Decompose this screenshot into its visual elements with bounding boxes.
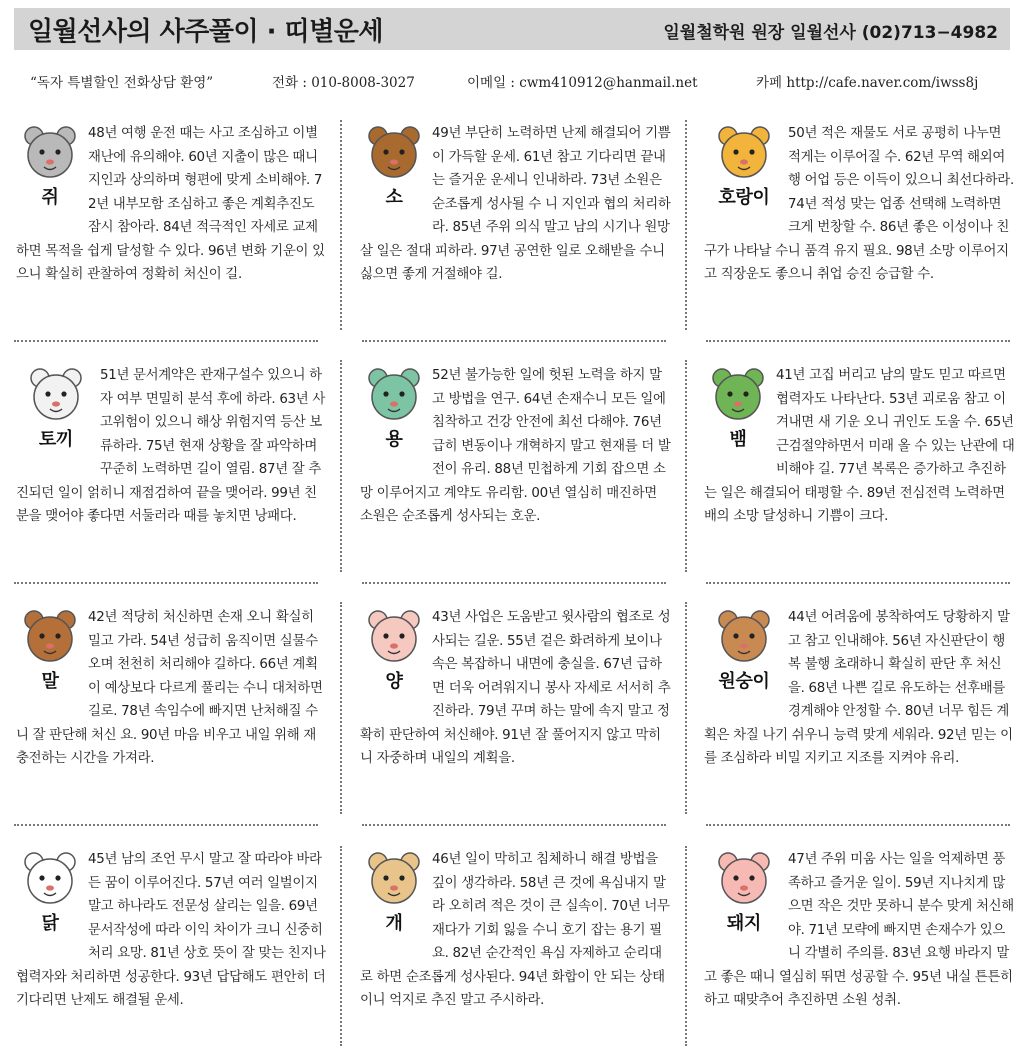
fortune-text <box>16 848 328 1013</box>
fortune-body: 41년 고집 버리고 남의 말도 믿고 따르면 협력자도 나타난다. 53년 괴로움 참고 이겨내면 새 기운 오니 귀인도 도울 수. 65년 근검절약하면서 미래 올 수 있는 난관에 대비해야 길. 77년 복록은 증가하고 추진하는 일은 해결되어 태평할 수. 89년 전심전력 노력하면 배의 소망 달성하니 기쁨이 크다. <box>704 368 1015 524</box>
zodiac-card <box>704 122 1016 337</box>
zodiac-name: 토끼 <box>38 429 74 450</box>
fortune-text <box>16 122 328 287</box>
dragon-icon <box>364 364 424 426</box>
fortune-body: 51년 문서계약은 관재구설수 있으니 하자 여부 면밀히 분석 후에 하라. 63년 사고위험이 있으니 해상 위험지역 등산 보류하라. 75년 현재 상황을 잘 파악하며 꾸준히 노력하면 길이 열림. 87년 잘 추진되던 일이 얽히니 재점검하여 끝을 맺어라. 99년 친분을 맺어야 좋다면 서둘러라 때를 놓치면 낭패다. <box>16 368 325 524</box>
pig-icon <box>714 848 774 910</box>
fortune-text <box>360 364 672 529</box>
zodiac-card <box>360 122 672 337</box>
zodiac-figure <box>704 364 772 474</box>
ox-icon <box>364 122 424 184</box>
monkey-icon <box>714 606 774 668</box>
zodiac-card <box>704 364 1016 579</box>
zodiac-name: 원숭이 <box>718 671 770 692</box>
divider <box>340 120 342 330</box>
zodiac-figure <box>704 848 784 958</box>
divider <box>685 846 687 1046</box>
zodiac-name: 양 <box>385 671 403 692</box>
fortune-text <box>704 848 1016 1013</box>
fortune-body: 48년 여행 운전 때는 사고 조심하고 이별 재난에 유의해야. 60년 지출이 많은 때니 지인과 상의하며 형편에 맞게 소비해야. 72년 내부모함 조심하고 좋은 계획추진도 잠시 참아라. 84년 적극적인 자세로 교제하면 목적을 쉽게 달성할 수 있다. 96년 변화 기운이 있으니 확실히 관찰하여 정확히 처신이 길. <box>16 126 325 282</box>
header-bar <box>14 8 1010 50</box>
zodiac-figure <box>360 606 428 716</box>
divider <box>340 360 342 572</box>
horse-icon <box>20 606 80 668</box>
fortune-text <box>704 364 1016 529</box>
fortune-body: 43년 사업은 도움받고 윗사람의 협조로 성사되는 길운. 55년 겉은 화려하게 보이나 속은 복잡하니 내면에 충실을. 67년 급하면 더욱 어려워지니 봉사 자세로 서서히 추진하라. 79년 꾸며 하는 말에 속지 말고 정확히 판단하여 처신해야. 91년 잘 풀어지지 않고 막히니 자중하며 내일의 계획을. <box>360 610 671 766</box>
zodiac-card <box>704 848 1016 1063</box>
rabbit-icon <box>26 364 86 426</box>
rat-icon <box>20 122 80 184</box>
divider <box>340 846 342 1046</box>
zodiac-figure <box>704 606 784 716</box>
zodiac-card <box>360 606 672 821</box>
divider <box>340 602 342 814</box>
zodiac-name: 소 <box>385 187 403 208</box>
fortune-body: 50년 적은 재물도 서로 공평히 나누면 적게는 이루어질 수. 62년 무역 해외여행 어업 등은 이득이 있으니 최선다하라. 74년 적성 맞는 업종 선택해 노력하면 크게 번창할 수. 86년 좋은 이성이나 친구가 나타날 수니 품격 유지 필요. 98년 소망 이루어지고 직장운도 좋으니 취업 승진 승급할 수. <box>704 126 1014 282</box>
zodiac-name: 말 <box>41 671 59 692</box>
divider <box>685 360 687 572</box>
fortune-text <box>16 606 328 771</box>
author-info: 일월철학원 원장 일월선사 (02)713−4982 <box>663 23 998 43</box>
divider <box>685 120 687 330</box>
zodiac-figure <box>704 122 784 232</box>
zodiac-figure <box>16 122 84 232</box>
contact-line <box>0 71 1024 91</box>
rooster-icon <box>20 848 80 910</box>
fortune-text <box>704 122 1016 287</box>
phone: 전화 : 010-8008-3027 <box>272 75 415 91</box>
fortune-body: 47년 주위 미움 사는 일을 억제하면 풍족하고 즐거운 일이. 59년 지나치게 많으면 작은 것만 못하니 분수 맞게 처신해야. 71년 모략에 빠지면 손재수가 있으니 각별히 주의를. 83년 요행 바라지 말고 좋은 때니 열심히 뛰면 성공할 수. 95년 내실 튼튼히 하고 때맞추어 추진하면 소원 성취. <box>704 852 1014 1008</box>
divider <box>14 340 318 342</box>
zodiac-figure <box>360 848 428 958</box>
zodiac-figure <box>360 364 428 474</box>
slogan: “독자 특별할인 전화상담 환영” <box>30 75 214 91</box>
fortune-body: 49년 부단히 노력하면 난제 해결되어 기쁨이 가득할 운세. 61년 참고 기다리면 끝내는 즐거운 운세니 인내하라. 73년 소원은 순조롭게 성사될 수 니 지인과 협의 처리하라. 85년 주위 의식 말고 남의 시기나 원망 살 일은 절대 피하라. 97년 공연한 일로 오해받을 수니 싫으면 좋게 거절해야 길. <box>360 126 671 282</box>
snake-icon <box>708 364 768 426</box>
divider <box>14 582 318 584</box>
zodiac-figure <box>360 122 428 232</box>
zodiac-card <box>360 364 672 579</box>
divider <box>706 824 1010 826</box>
divider <box>685 602 687 814</box>
zodiac-name: 호랑이 <box>718 187 770 208</box>
zodiac-card <box>16 122 328 337</box>
fortune-text <box>360 606 672 771</box>
zodiac-name: 개 <box>385 913 403 934</box>
dog-icon <box>364 848 424 910</box>
cafe-link[interactable]: 카페 http://cafe.naver.com/iwss8j <box>756 75 979 91</box>
divider <box>14 824 318 826</box>
zodiac-name: 쥐 <box>41 187 59 208</box>
zodiac-figure <box>16 848 84 958</box>
fortune-text <box>16 364 328 529</box>
sheep-icon <box>364 606 424 668</box>
divider <box>706 582 1010 584</box>
zodiac-name: 뱀 <box>729 429 747 450</box>
zodiac-card <box>16 848 328 1063</box>
divider <box>362 340 666 342</box>
zodiac-figure <box>16 606 84 716</box>
zodiac-card <box>360 848 672 1063</box>
tiger-icon <box>714 122 774 184</box>
fortune-text <box>360 122 672 287</box>
fortune-body: 42년 적당히 처신하면 손재 오니 확실히 밀고 가라. 54년 성급히 움직이면 실물수 오며 천천히 처리해야 길하다. 66년 계획이 예상보다 다르게 풀리는 수니 대처하면 길로. 78년 속임수에 빠지면 난처해질 수니 잘 판단해 처신 요. 90년 마음 비우고 내일 위해 재충전하는 시간을 가져라. <box>16 610 323 766</box>
fortune-body: 44년 어려움에 봉착하여도 당황하지 말고 참고 인내해야. 56년 자신판단이 행복 불행 초래하니 확실히 판단 후 처신을. 68년 나쁜 길로 유도하는 선후배를 경계해야 안정할 수. 80년 너무 힘든 계획은 차질 나기 쉬우니 능력 맞게 세워라. 92년 믿는 이를 조심하라 비밀 지키고 지조를 지켜야 유리. <box>704 610 1013 766</box>
zodiac-name: 돼지 <box>726 913 762 934</box>
zodiac-figure <box>16 364 96 474</box>
page-title: 일월선사의 사주풀이 · 띠별운세 <box>28 17 384 47</box>
fortune-text <box>360 848 672 1013</box>
email: 이메일 : cwm410912@hanmail.net <box>467 75 698 91</box>
fortune-body: 46년 일이 막히고 침체하니 해결 방법을 깊이 생각하라. 58년 큰 것에 욕심내지 말라 오히려 적은 것이 큰 실속이. 70년 너무 재다가 기회 잃을 수니 호기 잡는 용기 필요. 82년 순간적인 욕심 자제하고 순리대로 하면 순조롭게 성사된다. 94년 화합이 안 되는 상태이니 억지로 추진 말고 주시하라. <box>360 852 670 1008</box>
fortune-text <box>704 606 1016 771</box>
fortune-body: 45년 남의 조언 무시 말고 잘 따라야 바라든 꿈이 이루어진다. 57년 여러 일벌이지 말고 하나라도 전문성 살리는 일을. 69년 문서작성에 따라 이익 차이가 크니 신중히 처리 요망. 81년 상호 뜻이 잘 맞는 친지나 협력자와 처리하면 성공한다. 93년 답답해도 편안히 더 기다리면 난제도 해결될 운세. <box>16 852 326 1008</box>
divider <box>362 824 666 826</box>
zodiac-card <box>16 364 328 579</box>
zodiac-name: 용 <box>385 429 403 450</box>
divider <box>362 582 666 584</box>
zodiac-card <box>704 606 1016 821</box>
fortune-body: 52년 불가능한 일에 헛된 노력을 하지 말고 방법을 연구. 64년 손재수니 모든 일에 침착하고 건강 안전에 최선 다해야. 76년 급히 변동이나 개혁하지 말고 현재를 더 발전이 유리. 88년 민첩하게 기회 잡으면 소망 이루어지고 계약도 유리함. 00년 열심히 매진하면 소원은 순조롭게 성사되는 호운. <box>360 368 671 524</box>
zodiac-name: 닭 <box>41 913 59 934</box>
zodiac-card <box>16 606 328 821</box>
divider <box>706 340 1010 342</box>
